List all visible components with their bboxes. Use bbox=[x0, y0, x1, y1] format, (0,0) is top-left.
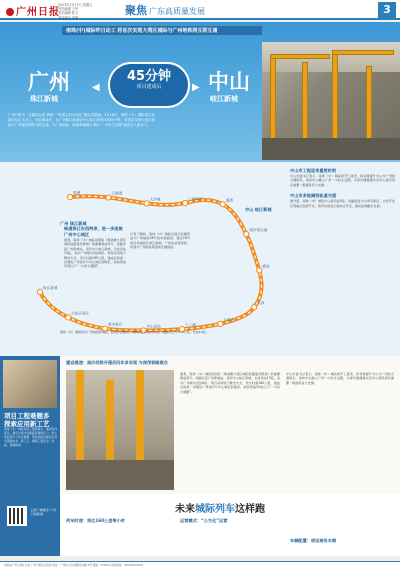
logo-dot-icon bbox=[6, 8, 14, 16]
station-dot bbox=[252, 305, 257, 310]
map-legend: 南珠（中）城际起自广州地铁新城站，经南沙区横沥，横跨珠江口进入中山，线路全长约71.2公里，设站13座。 bbox=[60, 330, 209, 334]
station-label: 火炬开发区 bbox=[71, 311, 90, 316]
col2-title: 建设提速：南沙西铁开通后四年多实现 与深茂铁路联合 bbox=[66, 360, 168, 365]
intro-text: 广州日报讯（全媒体记者 黄敏）“轨道上的大湾区”建设再提速。3月16日，南珠（中）城际项目在南沙区正式动工。项目建成后，从广州珠江新城到中山岐江新城只需45分钟，将首次实现大湾区城际与广州地铁网的互联互通，为广州南拓、助推粤港澳大湾区“一小时生活圈”建设注入新动力。 bbox=[8, 113, 155, 127]
masthead-meta bbox=[58, 3, 98, 20]
construction-photo bbox=[262, 42, 400, 160]
station-label: 南沙客运港 bbox=[249, 228, 268, 233]
city-right-sub: 岐江新城 bbox=[210, 95, 238, 103]
article-col-2 bbox=[130, 232, 190, 250]
station-dot bbox=[244, 232, 249, 237]
station-dot bbox=[257, 268, 262, 273]
col2-text: 记者了解到，南珠（中）城际在南沙区横沥站与广州地铁18号线实现换乘，通过18号线可快速到达珠江新城、广州东站等枢纽，实现与广州地铁网络的无缝衔接。 bbox=[130, 232, 190, 250]
checker-line: 责任校对 李明 bbox=[58, 15, 79, 20]
col3-text: 中山市委书记表示，南珠（中）城际的开工建设，将有效提升中山与广州的交通联系，加快中山融入广州一小时生活圈，为深中通道通车后中山建设湾区重要一极提供有力支撑。 bbox=[290, 174, 395, 187]
qr-code-icon[interactable] bbox=[7, 506, 27, 526]
section-title: 聚焦 广东高质量发展 bbox=[125, 5, 205, 17]
station-label: 万顷沙 bbox=[223, 317, 235, 322]
station-label: 翠亨新区 bbox=[107, 322, 123, 327]
station-label: 大学城 bbox=[149, 197, 161, 202]
map-caption-left: 广州 珠江新城 bbox=[60, 221, 87, 226]
section-subtitle: 广东高质量发展 bbox=[149, 7, 205, 16]
future-sub-2: 运营模式：“公交化”运营 bbox=[180, 518, 228, 523]
station-dot bbox=[66, 315, 71, 320]
station-label: 琶洲 bbox=[73, 191, 81, 195]
lower-text-2: 中山市委书记表示，南珠（中）城际的开工建设，将有效提升中山与广州的交通联系，加快中山融入广州一小时生活圈，为深中通道通车后中山建设湾区重要一极提供有力支撑。 bbox=[286, 372, 394, 385]
station-label: 十二涌 bbox=[185, 323, 196, 328]
station-label: 番禺 bbox=[225, 198, 233, 203]
station-label: 大岗 bbox=[257, 301, 265, 306]
lower-text-1: 据悉，南珠（中）城际是国家《粤港澳大湾区城际铁路建设规划》的重要组成部分，线路北起广州新城站，南至中山岐江新城，全线设站13座，其中广州境内设站6座。项目采用地下敷设方式，设计时速160公里，建成后将进一步强化广州南沙与中心城区的联系，加快形成环珠江口“一小时交通圈”。 bbox=[180, 372, 280, 394]
city-left: 广州 bbox=[28, 69, 70, 94]
col4-text: 据介绍，南珠（中）城际中山段设站5座，线路经过中山翠亨新区、火炬开发区等重点发展平台，将带动沿线土地综合开发，推动站城融合发展。 bbox=[290, 199, 395, 208]
station-dot bbox=[37, 289, 42, 294]
article-col-3 bbox=[290, 168, 395, 208]
city-right: 中山 bbox=[208, 69, 250, 94]
station-dot bbox=[144, 201, 149, 206]
newspaper-logo: 广州日报 bbox=[6, 3, 60, 18]
future-sub-3: 车辆配置：或设商务车厢 bbox=[290, 538, 337, 543]
footer: 本版由广州日报社出品 广州日报报业集团 地址：广州市人民中路同乐路10号 邮编：510121 新闻热线：020-81919191 bbox=[0, 561, 400, 571]
time-value: 45分钟 bbox=[126, 69, 172, 84]
kicker: 南珠(中)城际昨日动工 将首次实现大湾区城际与广州地铁网互联互通 bbox=[62, 26, 262, 35]
future-title: 未来城际列车这样跑 bbox=[175, 504, 265, 515]
col1-title: 畅通珠江东西两岸，进一步连接广州中心城区 bbox=[64, 226, 123, 237]
date-line: 2023年3月17日 星期五 bbox=[58, 3, 93, 7]
station-dot bbox=[183, 200, 188, 205]
future-sub-1: 列车时速：将达160公里每小时 bbox=[66, 518, 125, 523]
station-dot bbox=[106, 195, 111, 200]
arrow-left-icon: ◀ bbox=[92, 82, 100, 93]
qr-caption: 扫码了解更多 广州日报新闻 bbox=[31, 508, 56, 516]
editor-line: 责任编辑 王军 bbox=[58, 7, 79, 12]
time-caption: 项目建成后 bbox=[136, 84, 162, 90]
station-label: 广州南站 bbox=[188, 197, 203, 202]
article-col-1 bbox=[64, 226, 126, 269]
station-label: 横沥 bbox=[262, 264, 270, 269]
station-dot bbox=[218, 321, 223, 326]
station-label: 岐江新城 bbox=[43, 286, 58, 290]
col1-text: 据悉，南珠（中）城际是国家《粤港澳大湾区城际铁路建设规划》的重要组成部分，线路北起广州新城站，南至中山岐江新城，全线设站13座，其中广州境内设站6座。项目采用地下敷设方式，设计时速160公里，建成后将进一步强化广州南沙与中心城区的联系，加快形成环珠江口“一小时交通圈”。 bbox=[64, 238, 126, 269]
feature-title: 项目工程难题多 探索应用新工艺 bbox=[4, 412, 50, 428]
page-number: 3 bbox=[378, 2, 396, 18]
station-label: 万胜围 bbox=[111, 191, 123, 196]
feature-photo bbox=[3, 360, 57, 408]
station-dot bbox=[67, 194, 72, 199]
map-caption-right: 中山 岐江新城 bbox=[245, 207, 272, 212]
city-left-sub: 珠江新城 bbox=[30, 95, 58, 103]
construction-site-photo bbox=[66, 370, 174, 490]
arrow-right-icon: ▶ bbox=[192, 82, 200, 93]
station-label: 中山北站 bbox=[146, 324, 161, 329]
station-dot bbox=[220, 202, 225, 207]
col4-title: 中山市多地阔别轨道交通 bbox=[290, 193, 337, 199]
col3-title: 中山市工程迎来重要时刻 bbox=[290, 168, 337, 173]
designer-line: 美术编辑 张文 bbox=[58, 11, 79, 16]
feature-text: 南珠（中）城际项目工程规模大、地质条件复杂，建设过程中将面临穿越珠江口、软土地层等多个技术难题，项目团队将探索应用多项新技术、新工艺，确保工程安全、优质、高效推进。 bbox=[4, 427, 58, 447]
